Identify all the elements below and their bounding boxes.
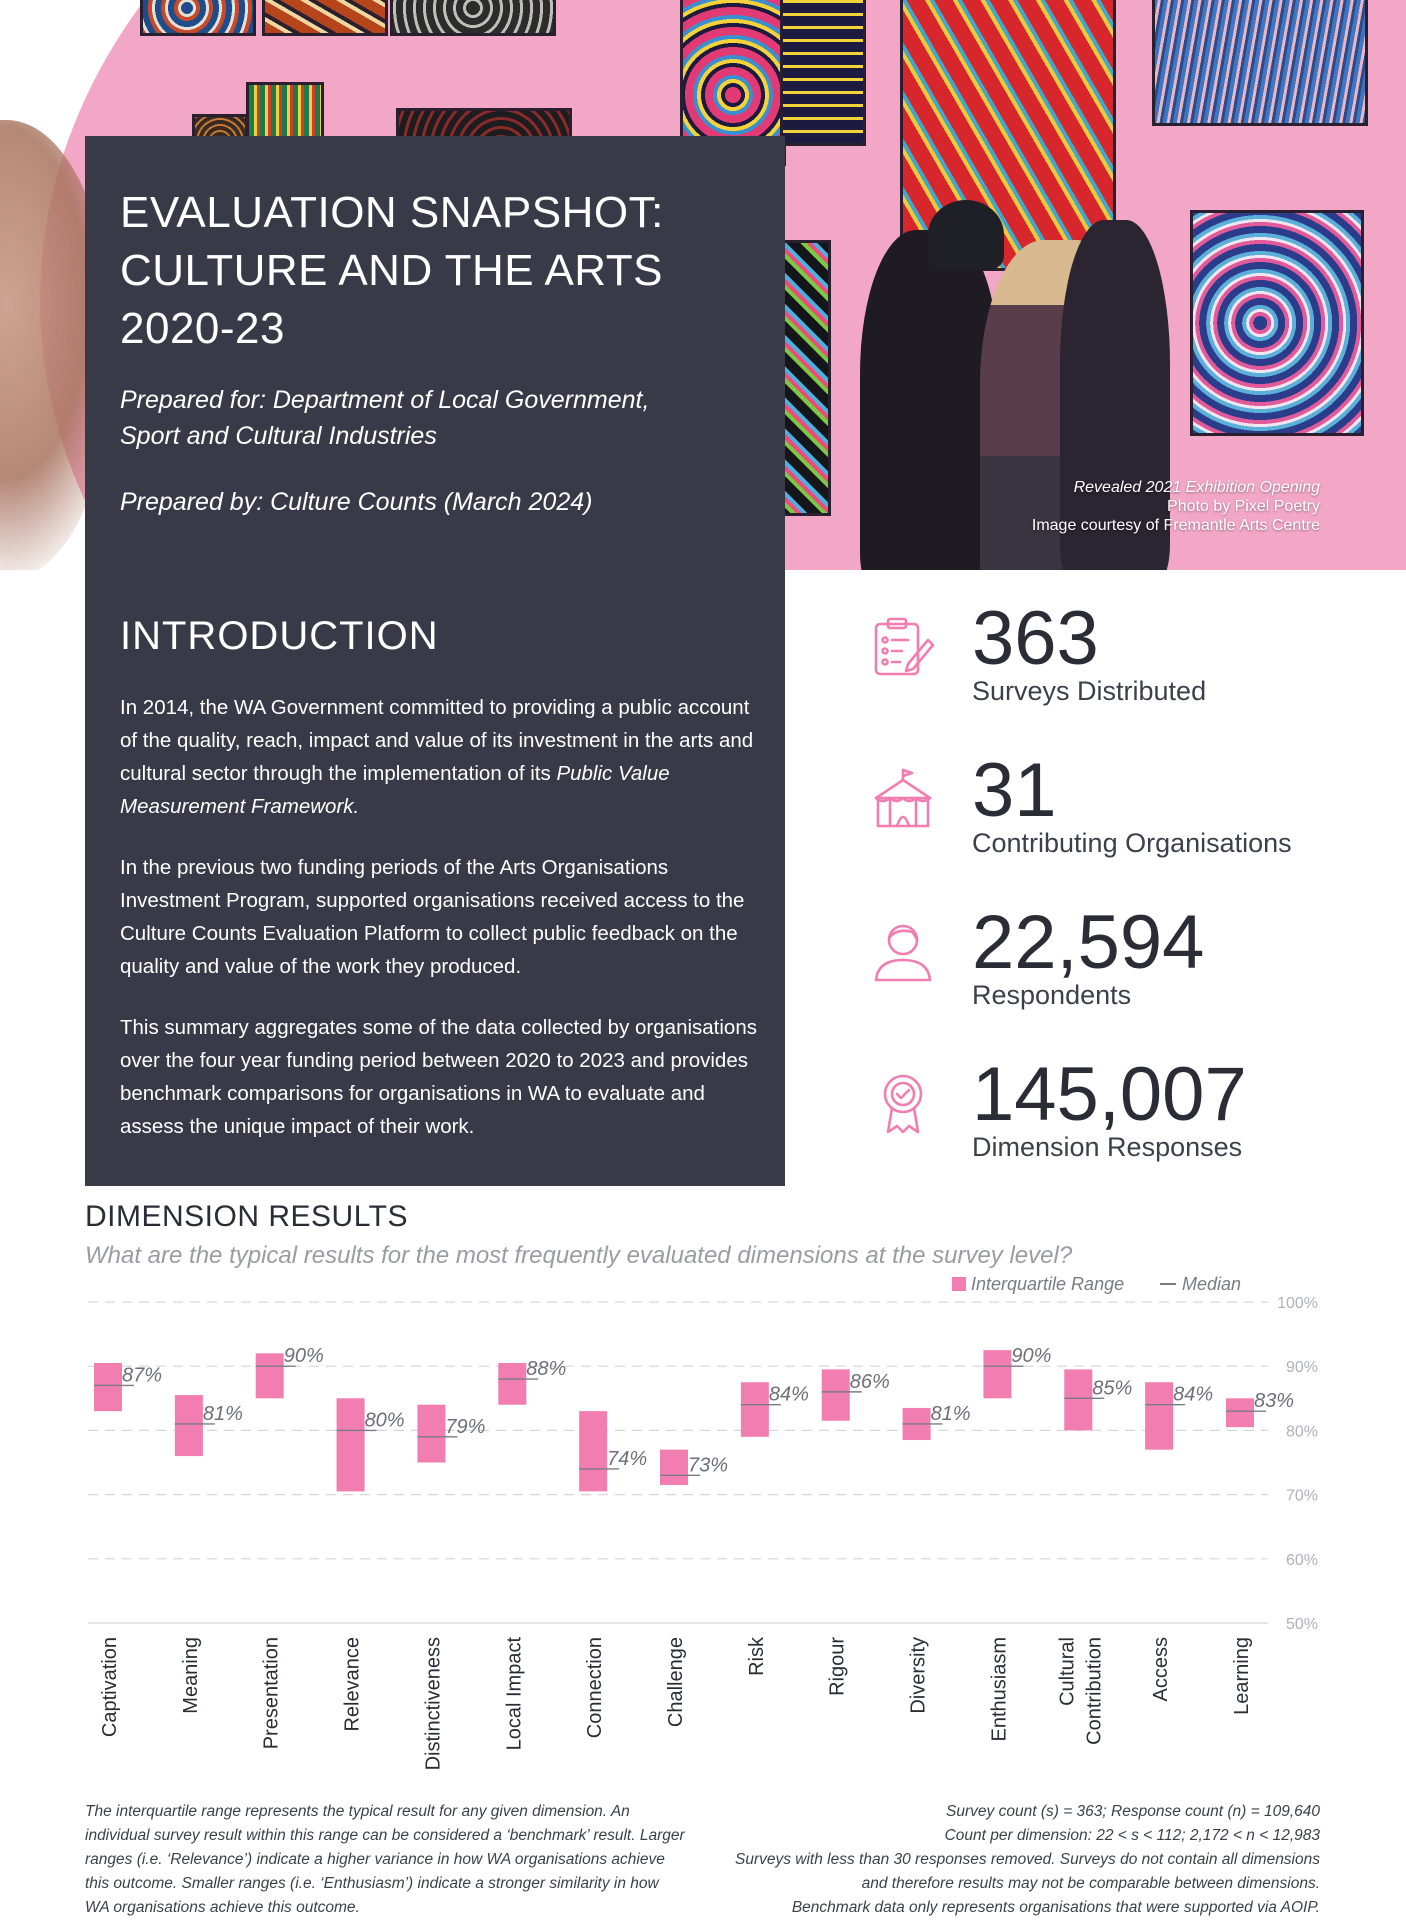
intro-text: In 2014, the WA Government committed to providing a public account of the quality, reach, impact and value of its investment in the arts and cultural sector through the implementation of its — [120, 696, 754, 785]
category-label: Cultural — [1056, 1637, 1079, 1706]
legend-iqr-label: Interquartile Range — [971, 1274, 1125, 1294]
category-label: Meaning — [179, 1637, 202, 1714]
y-tick-label: 60% — [1285, 1551, 1318, 1569]
median-label: 90% — [283, 1345, 324, 1368]
iqr-bar — [94, 1363, 122, 1411]
stat-label: Respondents — [972, 980, 1132, 1010]
iqr-bar — [741, 1382, 769, 1437]
footnote-line: and therefore results may not be comparable between dimensions. — [861, 1875, 1320, 1892]
category-label: Learning — [1231, 1637, 1253, 1715]
footnote-line: Surveys with less than 30 responses removed. Surveys do not contain all dimensions — [735, 1851, 1320, 1868]
median-label: 88% — [526, 1358, 567, 1381]
category-label: Challenge — [665, 1637, 687, 1728]
stat-value: 31 — [972, 748, 1057, 833]
y-tick-label: 90% — [1285, 1359, 1318, 1377]
prepared-by: Prepared by: Culture Counts (March 2024) — [120, 488, 593, 516]
iqr-bar — [1064, 1369, 1092, 1430]
iqr-bar — [256, 1353, 284, 1398]
category-label: Risk — [745, 1637, 768, 1676]
y-tick-label: 70% — [1285, 1487, 1318, 1505]
footnote-right — [680, 1800, 1320, 1920]
stat-label: Dimension Responses — [972, 1132, 1243, 1162]
intro-paragraph-3: This summary aggregates some of the data collected by organisations over the four year funding period between 2020 to 2023 and provides benchmark comparisons for organisations in WA to evaluate and assess the unique impact of their work. — [120, 1016, 757, 1138]
iqr-bar — [579, 1411, 607, 1491]
category-label: Access — [1150, 1637, 1173, 1702]
category-label: Connection — [584, 1637, 607, 1739]
title-line: EVALUATION SNAPSHOT: — [120, 188, 664, 237]
category-label: Diversity — [907, 1637, 930, 1714]
dimension-results-heading: DIMENSION RESULTS — [85, 1200, 408, 1233]
footnote-line: Benchmark data only represents organisations that were supported via AOIP. — [791, 1899, 1320, 1916]
introduction-heading: INTRODUCTION — [120, 614, 439, 658]
iqr-bar — [660, 1450, 688, 1485]
median-label: 87% — [122, 1364, 163, 1387]
median-label: 73% — [688, 1454, 729, 1477]
category-label: Rigour — [826, 1637, 849, 1696]
iqr-bar — [1145, 1382, 1173, 1449]
iqr-bar — [498, 1363, 526, 1405]
iqr-bar — [417, 1405, 445, 1463]
prepared-for-line: Sport and Cultural Industries — [120, 422, 437, 450]
category-label: Local Impact — [503, 1637, 526, 1751]
median-label: 83% — [1254, 1390, 1295, 1413]
category-label: Enthusiasm — [988, 1637, 1011, 1742]
median-label: 85% — [1092, 1377, 1133, 1400]
median-label: 80% — [364, 1409, 405, 1432]
y-tick-label: 50% — [1285, 1616, 1318, 1633]
title-line: CULTURE AND THE ARTS — [120, 246, 664, 295]
footnote-line: Survey count (s) = 363; Response count (n) = 109,640 — [946, 1803, 1320, 1820]
iqr-bar — [1226, 1398, 1254, 1427]
credit-courtesy: Image courtesy of Fremantle Arts Centre — [1031, 517, 1320, 534]
stat-value: 22,594 — [972, 900, 1205, 985]
stat-value: 363 — [972, 596, 1099, 681]
category-label: Captivation — [99, 1637, 121, 1738]
iqr-bar — [337, 1398, 365, 1491]
stat-label: Contributing Organisations — [972, 828, 1292, 858]
y-tick-label: 100% — [1277, 1295, 1318, 1312]
median-label: 90% — [1011, 1345, 1052, 1368]
framework-name: Public Value Measurement Framework. — [120, 762, 670, 818]
median-label: 86% — [849, 1370, 890, 1393]
median-label: 84% — [1173, 1383, 1214, 1406]
stat-label: Surveys Distributed — [972, 676, 1207, 706]
stat-value: 145,007 — [972, 1052, 1247, 1137]
footnote-line: Count per dimension: 22 < s < 112; 2,172 < n < 12,983 — [944, 1827, 1320, 1844]
footnote-left: The interquartile range represents the typical result for any given dimension. An individual survey result within this range can be considered a ‘benchmark’ result. Larger ranges (i.e. ‘Relevance’) indicate a higher variance in how WA organisations achieve this outcome. Smaller ranges (i.e. ‘Enthusiasm’) indicate a stronger similarity in how WA organisations achieve this outcome. — [85, 1803, 685, 1916]
title-line: 2020-23 — [120, 304, 285, 353]
median-label: 79% — [445, 1415, 486, 1438]
median-label: 74% — [607, 1447, 648, 1470]
median-label: 84% — [768, 1383, 809, 1406]
category-label: Distinctiveness — [422, 1637, 445, 1771]
prepared-for-line: Prepared for: Department of Local Government, — [120, 386, 650, 414]
iqr-bar — [983, 1350, 1011, 1398]
iqr-bar — [175, 1395, 203, 1456]
dimension-results-subtitle: What are the typical results for the most frequently evaluated dimensions at the survey level? — [85, 1242, 1073, 1269]
iqr-bar — [822, 1369, 850, 1420]
credit-exhibition: Revealed 2021 Exhibition Opening — [1073, 479, 1320, 496]
median-label: 81% — [202, 1402, 243, 1425]
category-label: Contribution — [1083, 1637, 1106, 1745]
category-label: Relevance — [341, 1637, 364, 1732]
intro-paragraph-2: In the previous two funding periods of the Arts Organisations Investment Program, supported organisations received access to the Culture Counts Evaluation Platform to collect public feedback on the quality and value of the work they produced. — [120, 856, 745, 978]
y-tick-label: 80% — [1285, 1423, 1318, 1441]
credit-photographer: Photo by Pixel Poetry — [1167, 498, 1320, 515]
legend-median-label: Median — [1182, 1274, 1242, 1294]
category-label: Presentation — [260, 1637, 283, 1750]
median-label: 81% — [930, 1402, 971, 1425]
